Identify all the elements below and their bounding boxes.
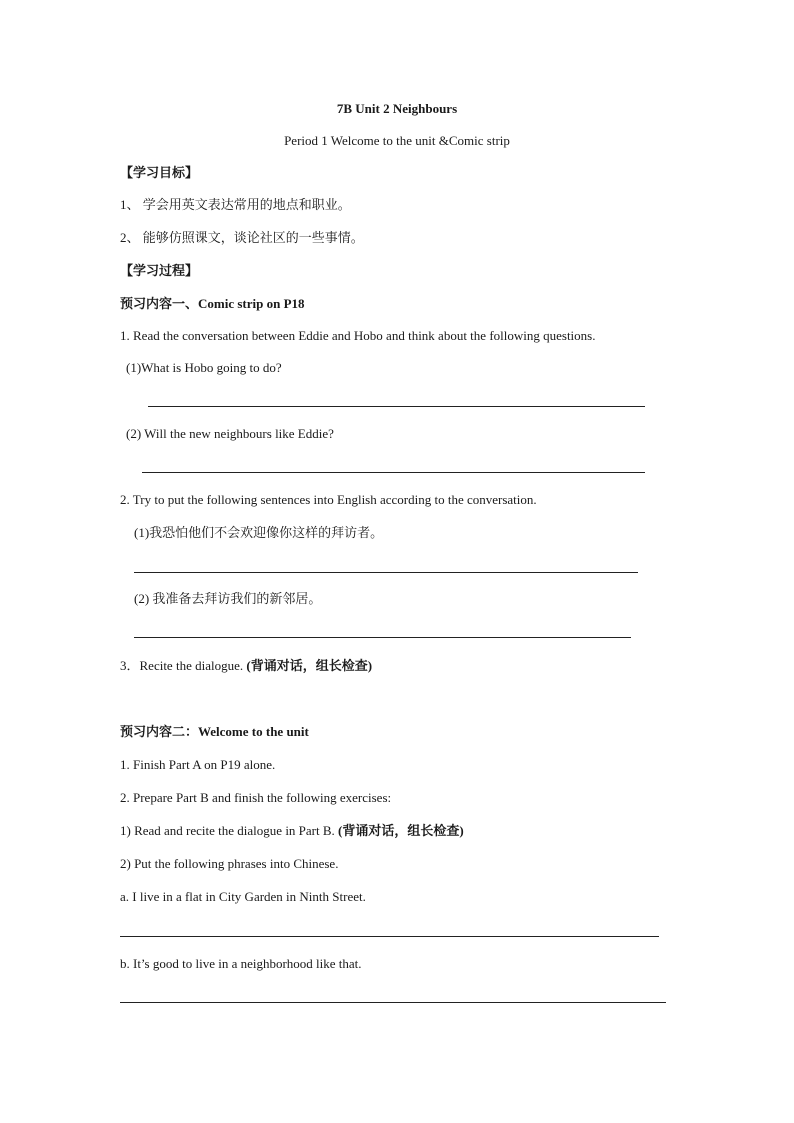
section2-question-2-1-text: 1) Read and recite the dialogue in Part B. xyxy=(120,823,339,838)
section1-question-2-2: (2) 我准备去拜访我们的新邻居。 xyxy=(134,591,322,606)
section1-question-1-2: (2) Will the new neighbours like Eddie? xyxy=(126,426,334,441)
answer-line[interactable] xyxy=(142,472,645,473)
section1-heading: 预习内容一、Comic strip on P18 xyxy=(120,296,305,311)
section2-heading: 预习内容二：Welcome to the unit xyxy=(120,724,309,739)
section1-question-1-1: (1)What is Hobo going to do? xyxy=(126,360,282,375)
answer-line[interactable] xyxy=(134,572,638,573)
section2-question-2-1 xyxy=(120,823,464,839)
page-title: 7B Unit 2 Neighbours xyxy=(336,101,458,116)
answer-line[interactable] xyxy=(134,637,631,638)
section1-question-3 xyxy=(120,658,372,674)
section1-question-2: 2. Try to put the following sentences into English according to the conversation. xyxy=(120,492,537,507)
section1-question-2-1: (1)我恐怕他们不会欢迎像你这样的拜访者。 xyxy=(134,525,384,540)
phrase-a: a. I live in a flat in City Garden in Ninth Street. xyxy=(120,889,366,904)
answer-line[interactable] xyxy=(120,1002,666,1003)
phrase-b: b. It’s good to live in a neighborhood like that. xyxy=(120,956,362,971)
goal-item: 1、 学会用英文表达常用的地点和职业。 xyxy=(120,197,351,212)
answer-line[interactable] xyxy=(148,406,645,407)
section1-question-1: 1. Read the conversation between Eddie and Hobo and think about the following questions. xyxy=(120,328,596,343)
section2-question-2: 2. Prepare Part B and finish the following exercises: xyxy=(120,790,392,805)
section2-question-2-1-note: (背诵对话，组长检查) xyxy=(338,823,464,838)
section2-question-2-2: 2) Put the following phrases into Chinese. xyxy=(120,856,339,871)
section2-question-1: 1. Finish Part A on P19 alone. xyxy=(120,757,276,772)
process-heading: 【学习过程】 xyxy=(120,263,199,278)
section1-question-3-text: 3．Recite the dialogue. xyxy=(120,658,247,673)
page-subtitle: Period 1 Welcome to the unit &Comic strip xyxy=(284,133,510,148)
answer-line[interactable] xyxy=(120,936,659,937)
section1-question-3-note: (背诵对话，组长检查) xyxy=(246,658,373,673)
goals-heading: 【学习目标】 xyxy=(120,165,199,180)
goal-item: 2、 能够仿照课文，谈论社区的一些事情。 xyxy=(120,230,364,245)
